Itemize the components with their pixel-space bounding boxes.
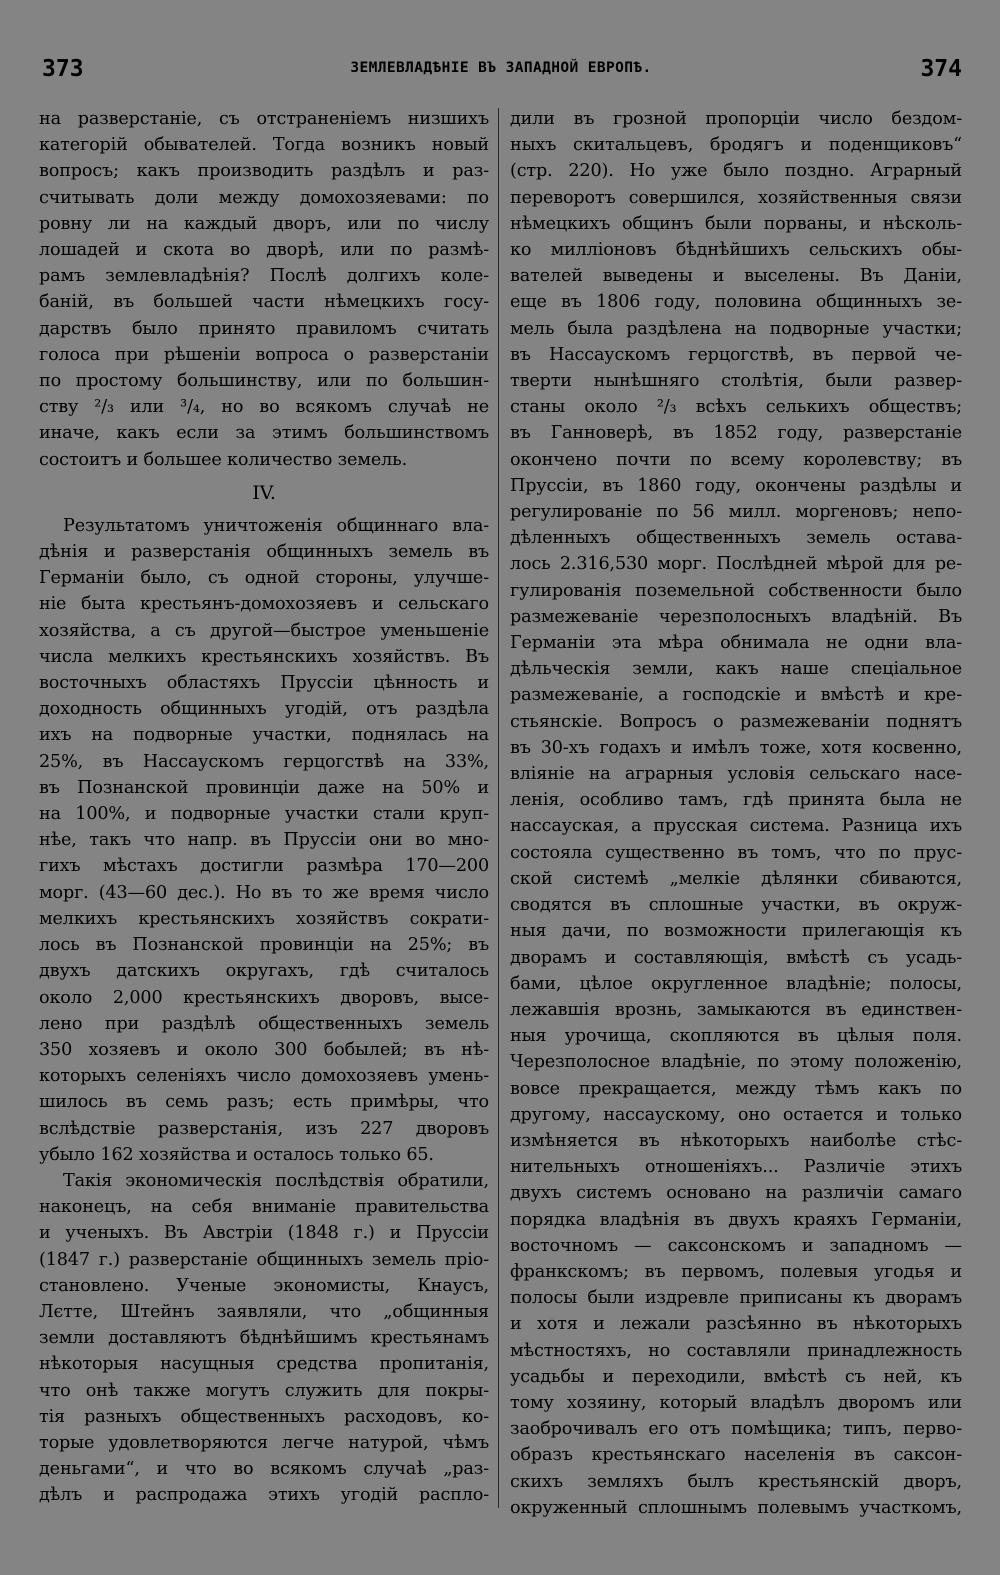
text-line: скихъ земляхъ былъ крестьянскій дворъ, [510, 1471, 962, 1492]
text-line: баній, въ большей части нѣмецкихъ госу- [39, 292, 489, 313]
text-line: нительныхъ отношеніяхъ... Различіе этихъ [510, 1157, 962, 1178]
text-line: ству ²/₃ или ³/₄, но во всякомъ случаѣ не [39, 397, 489, 418]
text-line: вателей выведены и выселены. Въ Даніи, [510, 266, 962, 287]
text-line: заоброчивалъ его отъ помѣщика; типъ, перво- [510, 1419, 962, 1440]
text-line: 25%, въ Нассаускомъ герцогствѣ на 33%, [39, 751, 489, 772]
text-line: по простому большинству, или по большин- [39, 371, 489, 392]
text-line: Черезполосное владѣніе, по этому положенію, [510, 1052, 962, 1073]
text-line: что онѣ также могутъ служить для покры- [39, 1380, 489, 1401]
text-line: переворотъ совершился, хозяйственныя связи [510, 187, 962, 208]
text-line: тверти нынѣшняго столѣтія, были развер- [510, 371, 962, 392]
text-line: восточныхъ областяхъ Пруссіи цѣнность и [39, 673, 489, 694]
text-line: дворамъ и составляющія, вмѣстѣ съ усадь- [510, 947, 962, 968]
text-line: ныхъ скитальцевъ, бродягъ и поденщиковъ“ [510, 135, 962, 156]
text-line: дарствъ было принято правиломъ считать [39, 318, 489, 339]
text-line: категорій обывателей. Тогда возникъ новый [39, 135, 489, 156]
text-line: вліяніе на аграрныя условія сельскаго насе- [510, 764, 962, 785]
text-line: размежеваніе черезполосныхъ владѣній. Въ [510, 606, 962, 627]
text-line: двухъ датскихъ округахъ, гдѣ считалось [39, 961, 489, 982]
text-line: деньгами“, и что во всякомъ случаѣ „раз- [39, 1459, 489, 1480]
text-line: считывать доли между домохозяевами: по [39, 187, 489, 208]
text-line: голоса при рѣшеніи вопроса о разверстаніи [39, 344, 489, 365]
paragraph-4 [510, 106, 962, 1521]
text-line: торые удовлетворяются легче натурой, чѣмъ [39, 1432, 489, 1453]
text-line: доходность общинныхъ угодій, отъ раздѣла [39, 699, 489, 720]
section-heading: IV. [252, 481, 276, 504]
text-line: на разверстаніе, съ отстраненіемъ низшихъ [39, 109, 489, 129]
text-line: ровну ли на каждый дворъ, или по числу [39, 213, 489, 234]
text-line: состояла существенно въ томъ, что по прус- [510, 842, 962, 863]
text-line: ской системѣ „мелкіе дѣлянки сбиваются, [510, 868, 962, 889]
text-line: бами, цѣлое округленное владѣніе; полосы, [510, 973, 962, 994]
text-line: Германіи эта мѣра обнимала не одни вла- [510, 633, 962, 654]
page-number-left: 373 [42, 56, 84, 82]
text-line: ныя урочища, скопляются въ цѣлыя поля. [510, 1026, 962, 1047]
text-line: убыло 162 хозяйства и осталось только 65. [39, 1144, 434, 1165]
page-number-right: 374 [920, 56, 962, 82]
text-line: вслѣдствіе разверстанія, изъ 227 дворовъ [39, 1118, 489, 1139]
text-line: окруженный сплошнымъ полевымъ участкомъ, [510, 1497, 962, 1518]
text-line: ніе быта крестьянъ-домохозяевъ и сельскаго [39, 594, 489, 615]
text-line: дѣленныхъ общественныхъ земель остава- [510, 528, 962, 549]
text-line: лежавшія врознь, замыкаются въ единствен- [510, 999, 962, 1020]
text-line: наконецъ, на себя вниманіе правительства [39, 1197, 489, 1218]
paragraph-3 [39, 1168, 489, 1509]
text-line: нѣе, такъ что напр. въ Пруссіи они во мно- [39, 830, 489, 851]
text-line: нѣкоторыя насущныя средства пропитанія, [39, 1354, 489, 1375]
text-line: Германіи было, съ одной стороны, улучше- [39, 568, 489, 589]
text-line: гулированія поземельной собственности было [510, 580, 962, 601]
text-line: размежеваніе, а господскіе и вмѣстѣ и кре- [510, 685, 962, 706]
text-line: мель была раздѣлена на подворные участки; [510, 318, 962, 339]
paragraph-1 [39, 106, 489, 473]
text-line: становлено. Ученые экономисты, Кнаусъ, [39, 1275, 489, 1296]
text-line: Результатомъ уничтоженія общиннаго вла- [63, 515, 489, 536]
text-line: порядка владѣнія въ двухъ краяхъ Германіи, [510, 1209, 962, 1230]
text-line: лошадей и скота во дворѣ, или по размѣ- [39, 240, 489, 261]
text-line: въ 30-хъ годахъ и имѣлъ тоже, хотя косвенно, [510, 737, 962, 758]
text-line: числа мелкихъ крестьянскихъ хозяйствъ. Въ [39, 646, 489, 667]
text-line: дили въ грозной пропорціи число бездом- [510, 109, 962, 129]
text-line: двухъ системъ основано на различіи самаго [510, 1183, 962, 1204]
text-line: дѣлъ и распродажа этихъ угодій распло- [39, 1485, 489, 1506]
text-line: вовсе прекращается, между тѣмъ какъ по [510, 1078, 962, 1099]
text-line: которыхъ селеніяхъ число домохозяевъ умень- [39, 1066, 489, 1087]
text-line: измѣняется въ нѣкоторыхъ наиболѣе стѣс- [510, 1130, 962, 1151]
text-line: земли доставляютъ бѣднѣйшимъ крестьянамъ [39, 1328, 489, 1349]
text-line: другому, нассаускому, оно остается и только [510, 1104, 962, 1125]
text-line: образъ крестьянскаго населенія въ саксон- [510, 1445, 962, 1466]
text-line: сводятся въ сплошные участки, въ окруж- [510, 895, 962, 916]
text-line: и хотя и лежали разсѣянно въ нѣкоторыхъ [510, 1314, 962, 1335]
text-line: гихъ мѣстахъ достигли размѣра 170—200 [39, 856, 489, 877]
text-line: ихъ на подворные участки, поднялась на [39, 725, 489, 746]
text-line: дѣнія и разверстанія общинныхъ земель въ [39, 542, 489, 563]
running-title: ЗЕМЛЕВЛАДѢНІЕ ВЪ ЗАПАДНОЙ ЕВРОПѢ. [350, 60, 652, 76]
text-line: состоитъ и большее количество земель. [39, 449, 408, 470]
text-line: усадьбы и переходили, вмѣстѣ съ ней, къ [510, 1366, 962, 1387]
text-line: морг. (43—60 дес.). Но въ то же время число [39, 882, 489, 903]
page-header [38, 48, 964, 88]
text-line: вопросъ; какъ производить раздѣлъ и раз- [39, 161, 489, 182]
text-line: въ Ганноверѣ, въ 1852 году, разверстаніе [510, 423, 962, 444]
text-line: стьянскіе. Вопросъ о размежеваніи поднятъ [510, 711, 962, 732]
text-line: восточномъ — саксонскомъ и западномъ — [510, 1235, 962, 1256]
text-line: и ученыхъ. Въ Австріи (1848 г.) и Пруссіи [39, 1223, 489, 1244]
text-line: (стр. 220). Но уже было поздно. Аграрный [510, 161, 962, 182]
text-line: Лєтте, Штейнъ заявляли, что „общинныя [39, 1301, 489, 1322]
text-line: иначе, какъ если за этимъ большинствомъ [39, 423, 489, 444]
text-line: хозяйства, а съ другой—быстрое уменьшеніе [39, 620, 489, 641]
text-line: ленія, особливо тамъ, гдѣ принята была не [510, 790, 962, 811]
text-line: нѣмецкихъ общинъ были порваны, и нѣсколь- [510, 213, 962, 234]
right-column [510, 106, 962, 1521]
text-line: дѣльческія земли, какъ наше спеціальное [510, 659, 962, 680]
text-line: лось въ Познанской провинціи на 25%; въ [39, 935, 489, 956]
text-line: въ Познанской провинціи даже на 50% и [39, 777, 489, 798]
text-line: Такія экономическія послѣдствія обратили, [63, 1170, 489, 1191]
text-line: шилось въ семь разъ; есть примѣры, что [39, 1092, 489, 1113]
text-line: полосы были издревле приписаны къ дворамъ [510, 1288, 962, 1309]
text-line: мѣстностяхъ, но составляли принадлежность [510, 1340, 962, 1361]
text-line: Пруссіи, въ 1860 году, окончены раздѣлы и [510, 475, 962, 496]
text-line: мелкихъ крестьянскихъ хозяйствъ сократи- [39, 908, 489, 929]
text-line: на 100%, и подворные участки стали круп- [39, 804, 489, 825]
text-line: еще въ 1806 году, половина общинныхъ зе- [510, 292, 962, 313]
text-line: рамъ землевладѣнія? Послѣ долгихъ коле- [39, 266, 489, 287]
text-line: станы около ²/₃ всѣхъ селькихъ обществъ; [510, 397, 962, 418]
column-divider [498, 108, 499, 1508]
text-line: регулированіе по 56 милл. моргеновъ; непо- [510, 502, 962, 523]
left-column [39, 106, 489, 1509]
text-line: нассауская, а прусская система. Разница ихъ [510, 816, 962, 837]
paragraph-2 [39, 513, 489, 1168]
text-line: лено при раздѣлѣ общественныхъ земель [39, 1013, 489, 1034]
text-line: (1847 г.) разверстаніе общинныхъ земель пріо- [39, 1249, 489, 1270]
text-line: окончено почти по всему королевству; въ [510, 449, 962, 470]
text-line: 350 хозяевъ и около 300 бобылей; въ нѣ- [39, 1039, 489, 1060]
text-line: франкскомъ; въ первомъ, полевыя угодья и [510, 1261, 962, 1282]
text-line: около 2,000 крестьянскихъ дворовъ, высе- [39, 987, 489, 1008]
text-line: ныя дачи, по возможности прилегающія къ [510, 921, 962, 942]
text-line: ко милліоновъ бѣднѣйшихъ сельскихъ обы- [510, 240, 962, 261]
text-line: въ Нассаускомъ герцогствѣ, въ первой че- [510, 344, 962, 365]
text-line: лось 2.316,530 морг. Послѣдней мѣрой для ре- [510, 554, 962, 575]
text-line: тому хозяину, который владѣлъ дворомъ или [510, 1392, 962, 1413]
text-line: тія разныхъ общественныхъ расходовъ, ко- [39, 1406, 489, 1427]
